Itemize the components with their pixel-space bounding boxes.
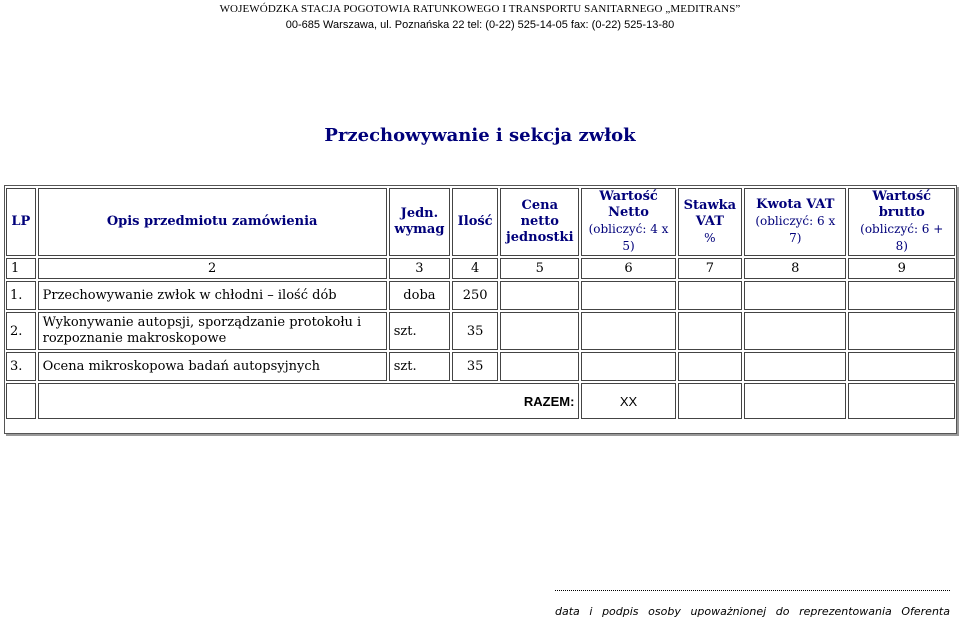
row-unit: doba xyxy=(389,281,450,310)
column-number-row xyxy=(6,258,955,279)
total-gross-value-cell[interactable] xyxy=(848,383,955,419)
column-number: 6 xyxy=(581,258,675,279)
total-row xyxy=(6,383,955,419)
table-row xyxy=(6,312,955,350)
col-header-gross-value: Wartość brutto (obliczyć: 6 + 8) xyxy=(848,188,955,256)
row-unit: szt. xyxy=(389,312,450,350)
signature-word: podpis xyxy=(602,605,639,618)
table-header-row xyxy=(6,188,955,256)
signature-word: Oferenta xyxy=(901,605,950,618)
total-label: RAZEM: xyxy=(38,383,580,419)
col-header-description: Opis przedmiotu zamówienia xyxy=(38,188,387,256)
col-header-unit-price: Cena netto jednostki xyxy=(500,188,579,256)
column-number: 5 xyxy=(500,258,579,279)
column-number: 4 xyxy=(452,258,498,279)
total-vat-rate-cell xyxy=(678,383,742,419)
row-quantity: 35 xyxy=(452,312,498,350)
column-number: 1 xyxy=(6,258,36,279)
col-header-net-value: Wartość Netto (obliczyć: 4 x 5) xyxy=(581,188,675,256)
total-spacer xyxy=(6,383,36,419)
row-vat-rate-cell[interactable] xyxy=(678,281,742,310)
row-gross-value-cell[interactable] xyxy=(848,281,955,310)
row-net-value-cell[interactable] xyxy=(581,281,675,310)
organization-name: WOJEWÓDZKA STACJA POGOTOWIA RATUNKOWEGO I TRANSPORTU SANITARNEGO „MEDITRANS” xyxy=(219,3,741,15)
order-table xyxy=(4,186,957,421)
row-unit-price-cell[interactable] xyxy=(500,281,579,310)
col-header-lp: LP xyxy=(6,188,36,256)
col-header-vat-amount: Kwota VAT (obliczyć: 6 x 7) xyxy=(744,188,846,256)
col-header-quantity: Ilość xyxy=(452,188,498,256)
column-number: 8 xyxy=(744,258,846,279)
table-row xyxy=(6,352,955,381)
signature-word: do xyxy=(775,605,790,618)
row-unit: szt. xyxy=(389,352,450,381)
row-unit-price-cell[interactable] xyxy=(500,352,579,381)
column-number: 3 xyxy=(389,258,450,279)
row-vat-amount-cell[interactable] xyxy=(744,352,846,381)
row-description: Ocena mikroskopowa badań autopsyjnych xyxy=(38,352,387,381)
organization-address: 00-685 Warszawa, ul. Poznańska 22 tel: (0-22) 525-14-05 fax: (0-22) 525-13-80 xyxy=(285,19,675,31)
row-vat-amount-cell[interactable] xyxy=(744,312,846,350)
row-vat-rate-cell[interactable] xyxy=(678,312,742,350)
row-net-value-cell[interactable] xyxy=(581,352,675,381)
row-net-value-cell[interactable] xyxy=(581,312,675,350)
signature-word: data xyxy=(555,605,580,618)
signature-dotted-line xyxy=(555,590,950,591)
row-gross-value-cell[interactable] xyxy=(848,352,955,381)
signature-caption xyxy=(555,605,950,618)
row-quantity: 250 xyxy=(452,281,498,310)
page-title: Przechowywanie i sekcja zwłok xyxy=(324,125,636,146)
row-lp: 3. xyxy=(6,352,36,381)
column-number: 7 xyxy=(678,258,742,279)
row-lp: 2. xyxy=(6,312,36,350)
row-quantity: 35 xyxy=(452,352,498,381)
signature-word: upoważnionej xyxy=(690,605,767,618)
row-unit-price-cell[interactable] xyxy=(500,312,579,350)
row-description: Przechowywanie zwłok w chłodni – ilość dób xyxy=(38,281,387,310)
total-marker: XX xyxy=(581,383,675,419)
total-vat-amount-cell[interactable] xyxy=(744,383,846,419)
col-header-vat-rate: Stawka VAT % xyxy=(678,188,742,256)
signature-word: i xyxy=(589,605,593,618)
column-number: 2 xyxy=(38,258,387,279)
col-header-unit: Jedn. wymag xyxy=(389,188,450,256)
row-description: Wykonywanie autopsji, sporządzanie protokołu i rozpoznanie makroskopowe xyxy=(38,312,387,350)
signature-word: osoby xyxy=(648,605,681,618)
row-gross-value-cell[interactable] xyxy=(848,312,955,350)
table-row xyxy=(6,281,955,310)
row-vat-amount-cell[interactable] xyxy=(744,281,846,310)
row-vat-rate-cell[interactable] xyxy=(678,352,742,381)
row-lp: 1. xyxy=(6,281,36,310)
signature-word: reprezentowania xyxy=(799,605,892,618)
column-number: 9 xyxy=(848,258,955,279)
